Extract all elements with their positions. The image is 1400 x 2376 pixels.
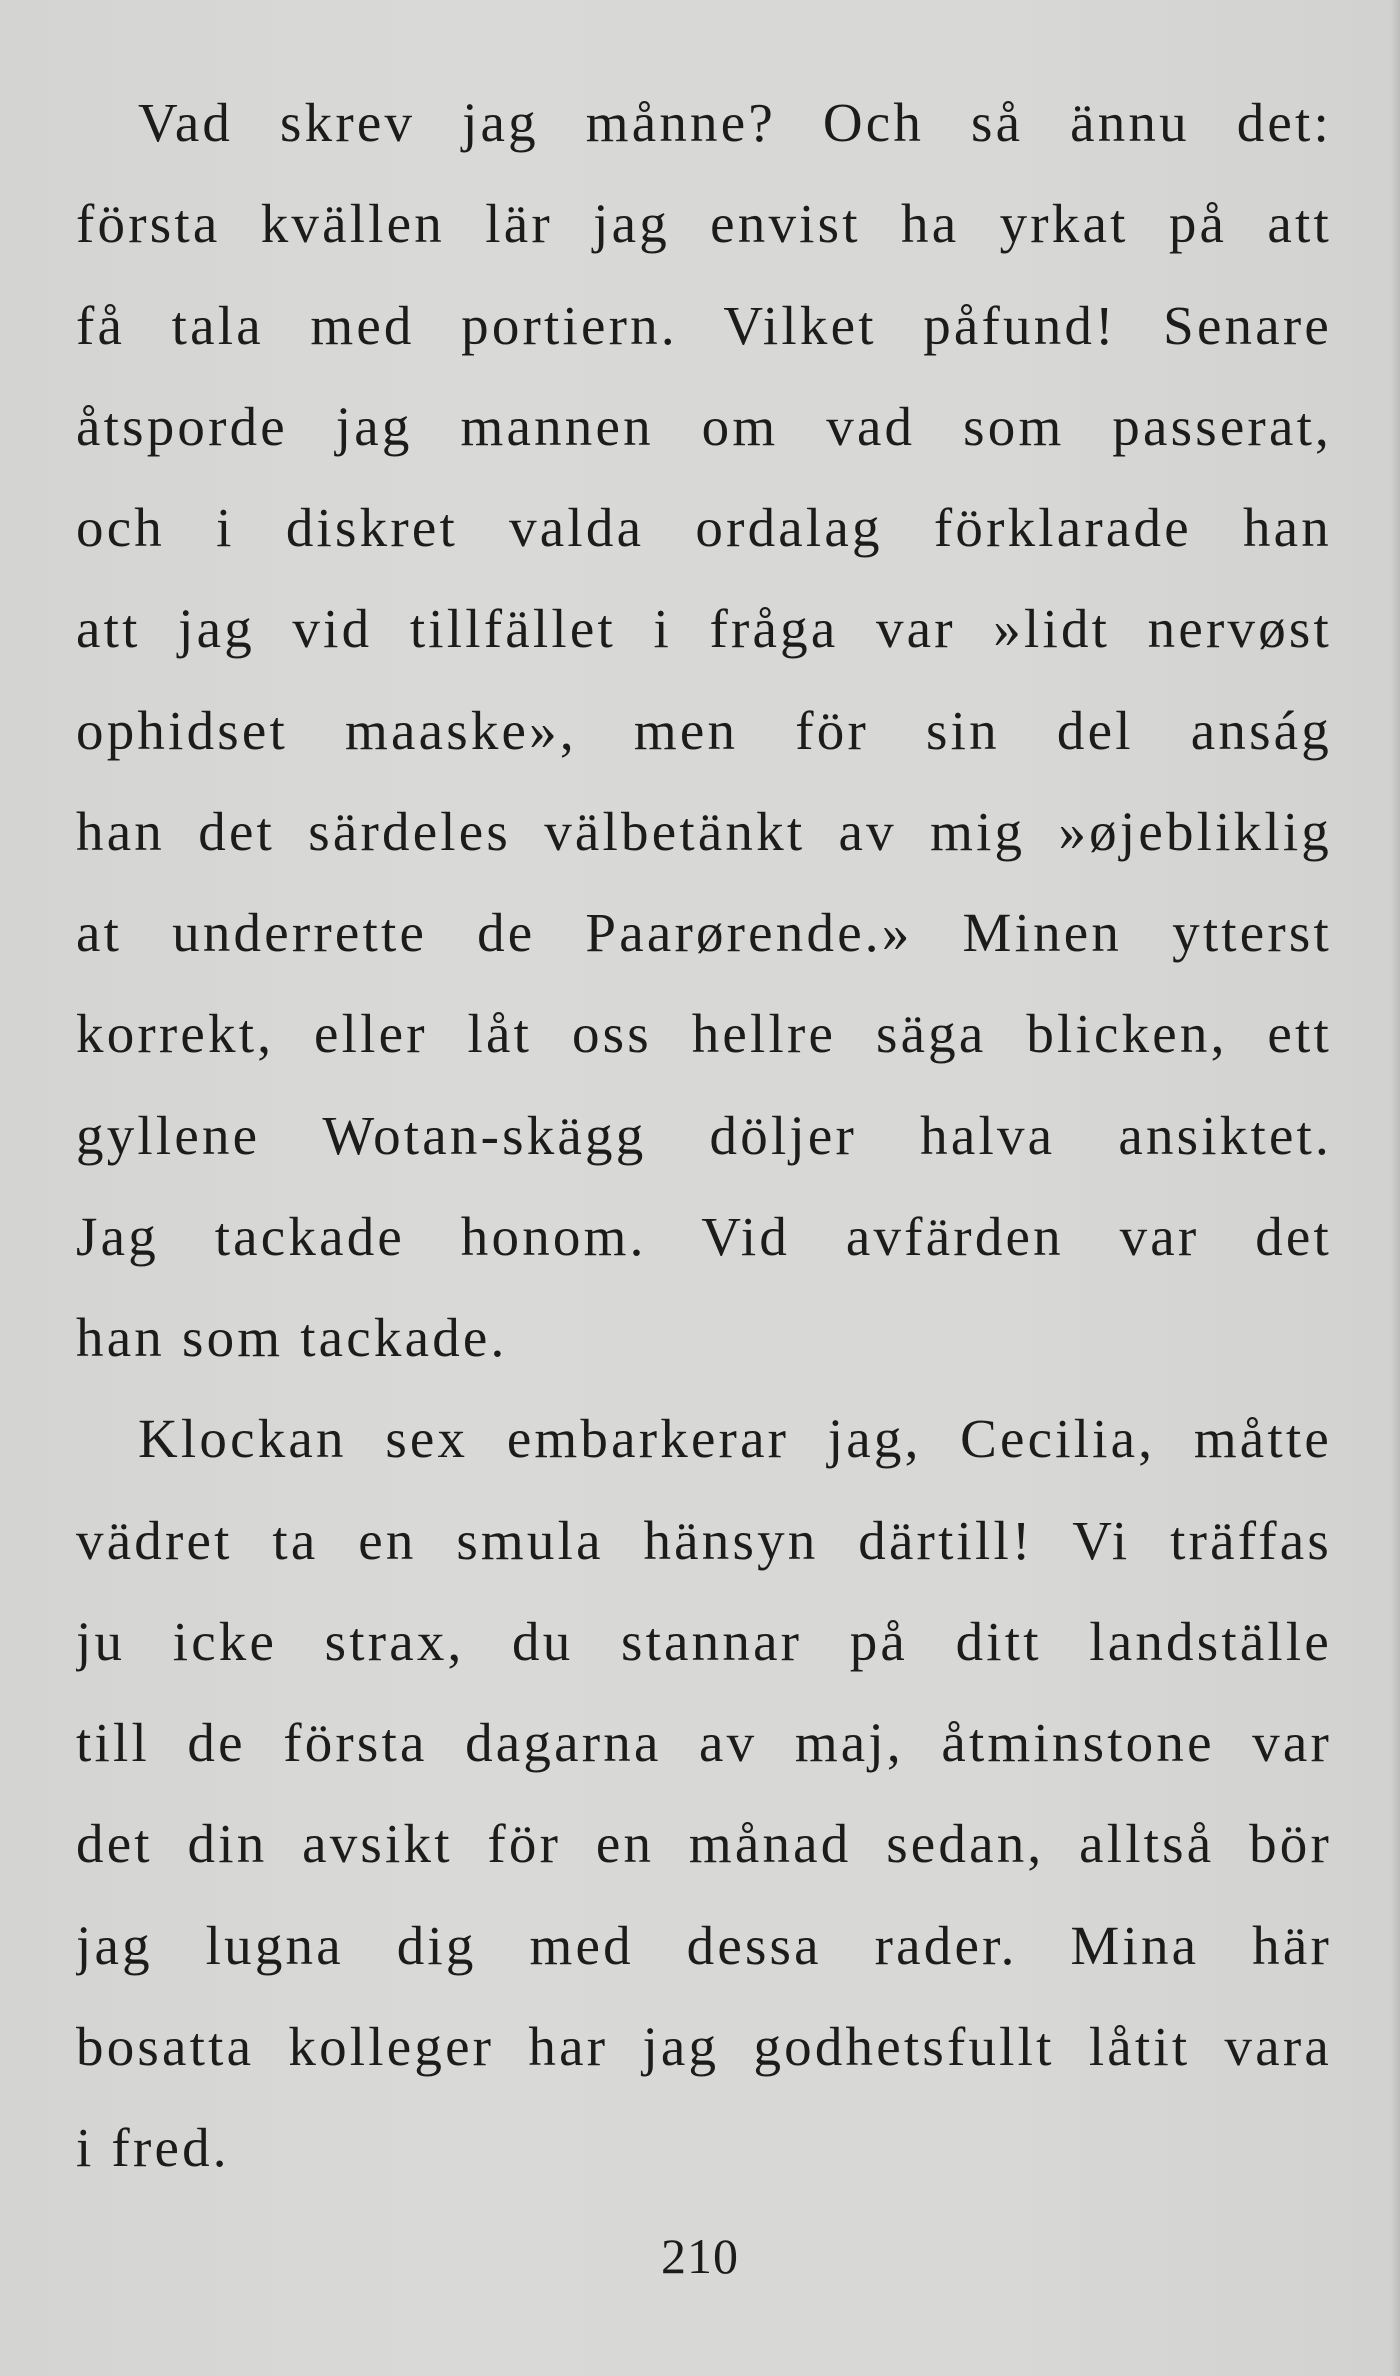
text-line: jag lugna dig med dessa rader. Mina här [76, 1914, 1332, 1976]
text-line: det din avsikt för en månad sedan, alltså bör [76, 1813, 1332, 1875]
text-line: åtsporde jag mannen om vad som passerat, [76, 395, 1332, 457]
text-line: att jag vid tillfället i fråga var »lidt nervøst [76, 598, 1332, 660]
text-line: till de första dagarna av maj, åtminstone var [76, 1712, 1332, 1773]
text-line: Jag tackade honom. Vid avfärden var det [76, 1205, 1332, 1267]
body-text [76, 88, 1332, 2214]
text-line: han som tackade. [76, 1307, 508, 1368]
text-line: i fred. [76, 2117, 230, 2178]
text-line: och i diskret valda ordalag förklarade han [76, 497, 1332, 558]
page-number: 210 [661, 2228, 739, 2284]
text-line: Vad skrev jag månne? Och så ännu det: [138, 92, 1332, 153]
text-line: gyllene Wotan-skägg döljer halva ansiktet. [76, 1104, 1332, 1166]
text-line: korrekt, eller låt oss hellre säga blicken, ett [76, 1003, 1332, 1065]
text-line: ophidset maaske», men för sin del anság [76, 699, 1332, 761]
text-line: han det särdeles välbetänkt av mig »øjebliklig [76, 800, 1332, 862]
text-line: första kvällen lär jag envist ha yrkat på att [76, 193, 1332, 255]
text-line: ju icke strax, du stannar på ditt landställe [76, 1610, 1332, 1672]
page-edge [1390, 0, 1400, 2376]
text-line: vädret ta en smula hänsyn därtill! Vi träffas [76, 1509, 1332, 1571]
text-line: bosatta kolleger har jag godhetsfullt låtit vara [76, 2015, 1332, 2077]
text-line: Klockan sex embarkerar jag, Cecilia, måtte [138, 1408, 1332, 1470]
text-line: få tala med portiern. Vilket påfund! Senare [76, 294, 1332, 356]
text-line: at underrette de Paarørende.» Minen ytterst [76, 902, 1332, 963]
